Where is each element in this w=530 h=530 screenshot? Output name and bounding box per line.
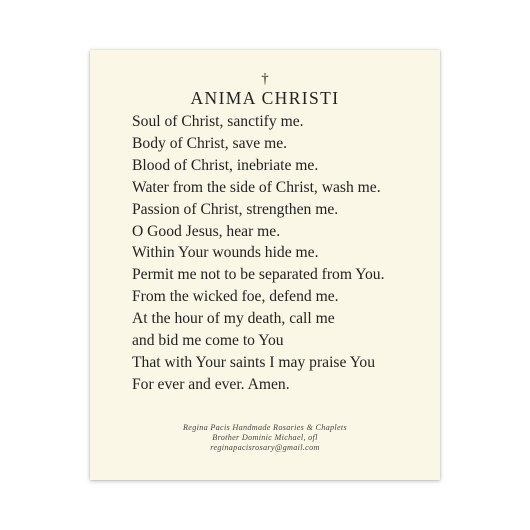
prayer-line: Permit me not to be separated from You. <box>132 266 385 284</box>
card-footer <box>90 423 440 454</box>
prayer-line: Soul of Christ, sanctify me. <box>132 113 304 130</box>
cross-icon: † <box>261 71 269 87</box>
footer-email: reginapacisrosary@gmail.com <box>210 443 320 453</box>
prayer-line: Within Your wounds hide me. <box>132 244 319 262</box>
prayer-line: Blood of Christ, inebriate me. <box>132 156 319 174</box>
prayer-line: At the hour of my death, call me <box>132 310 335 328</box>
prayer-card <box>90 50 440 480</box>
footer-maker: Regina Pacis Handmade Rosaries & Chaplets <box>183 423 347 432</box>
prayer-line: O Good Jesus, hear me. <box>132 222 281 240</box>
prayer-line: Body of Christ, save me. <box>132 134 288 152</box>
footer-brother: Brother Dominic Michael, ofl <box>212 433 318 443</box>
prayer-line: From the wicked foe, defend me. <box>132 288 339 306</box>
prayer-title: ANIMA CHRISTI <box>190 88 340 108</box>
prayer-line: For ever and ever. Amen. <box>132 375 290 393</box>
prayer-line: Water from the side of Christ, wash me. <box>132 178 381 196</box>
prayer-line: and bid me come to You <box>132 332 284 350</box>
prayer-line: That with Your saints I may praise You <box>132 353 376 371</box>
prayer-lines <box>132 111 434 396</box>
prayer-line: Passion of Christ, strengthen me. <box>132 200 339 218</box>
